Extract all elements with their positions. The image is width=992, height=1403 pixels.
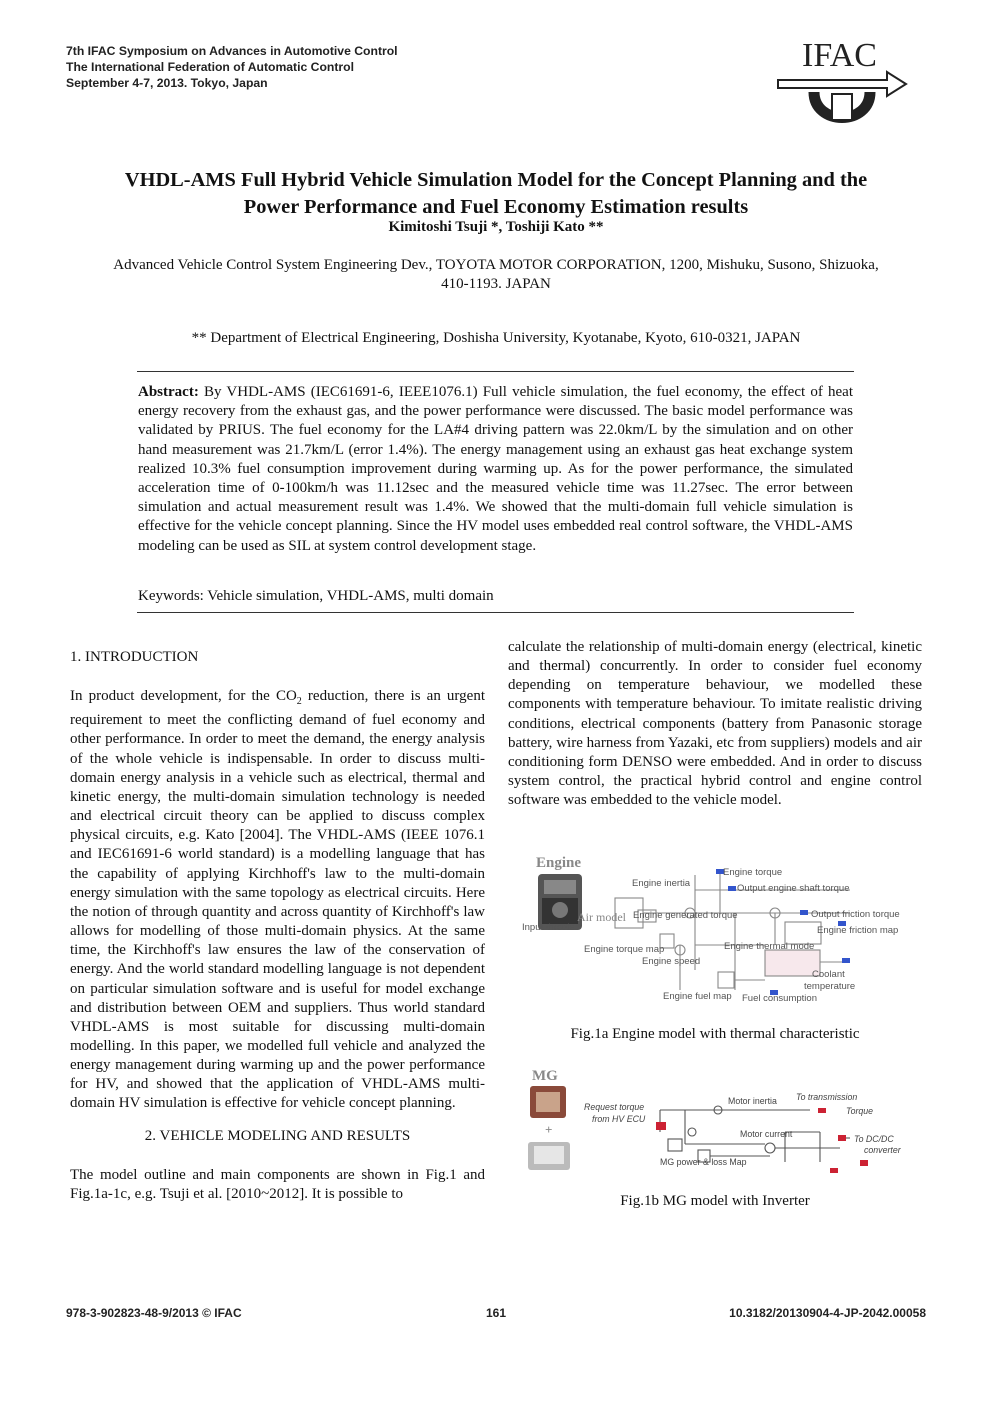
intro-text-a: In product development, for the CO xyxy=(70,688,297,705)
label-engine-thermal-mode: Engine thermal mode xyxy=(724,941,815,952)
intro-subscript: 2 xyxy=(296,696,302,708)
paper-title xyxy=(60,167,932,221)
label-engine-generated-torque: Engine generated torque xyxy=(633,910,738,921)
affiliation-1-line-1: Advanced Vehicle Control System Engineering Dev., TOYOTA MOTOR CORPORATION, 1200, Mishuku, Susono, Shizuoka, xyxy=(113,257,879,273)
title-line-2: Power Performance and Fuel Economy Estimation results xyxy=(243,196,749,218)
label-input-throttle: Input throttle xyxy=(522,922,575,933)
keywords: Keywords: Vehicle simulation, VHDL-AMS, multi domain xyxy=(138,588,494,604)
section-2-paragraph: The model outline and main components are shown in Fig.1 and Fig.1a-1c, e.g. Tsuji et al. [2010~2012]. It is possible to xyxy=(70,1166,485,1202)
ifac-logo-text: IFAC xyxy=(802,37,877,74)
label-converter: converter xyxy=(864,1145,901,1155)
abstract-bottom-rule xyxy=(137,612,854,613)
abstract xyxy=(138,383,853,556)
label-mg-power-loss-map: MG power & loss Map xyxy=(660,1157,747,1167)
inverter-photo xyxy=(528,1142,570,1170)
engine-title: Engine xyxy=(536,855,582,871)
ifac-logo xyxy=(772,36,912,128)
abstract-top-rule xyxy=(137,371,854,372)
figure-1a-engine-diagram xyxy=(520,850,920,1010)
label-engine-fuel-map: Engine fuel map xyxy=(663,991,732,1002)
label-engine-torque: Engine torque xyxy=(723,867,783,878)
left-column xyxy=(70,648,485,1204)
label-air-model: Air model xyxy=(577,910,626,924)
header-line-3: September 4-7, 2013. Tokyo, Japan xyxy=(66,76,268,90)
header-line-1: 7th IFAC Symposium on Advances in Automotive Control xyxy=(66,44,398,58)
conference-header xyxy=(66,43,398,91)
intro-text-b: reduction, there is an urgent requirement to meet the conflicting demand of fuel economy and other performance. In order to meet the demand, the energy analysis of the whole vehicle is indispensable. In order to discuss multi-domain energy analysis in a vehicle such as electrical, thermal and kinetic energy, the multi-domain simulation technology is needed and electrical circuit theory can be applied to discuss complex physical circuits, e.g. Kato [2004]. The VHDL-AMS (IEEE 1076.1 and IEC61691-6 world standard) is a modelling language that has the capability of applying Kirchhoff's law to the multi-domain energy simulation with the same topology as electrical circuits. Here the notion of through quantity and across quantity of Kirchhoff's law allows for modelling of those multi-domain physics. At the same time, the Kirchhoff's law ensures the law of the conservation of energy. And the world standard modelling language is not dependent on particular simulation software and is useful for model exchange and distribution between OEM and suppliers. Thus world standard VHDL-AMS is most suitable for discussing multi-domain modelling. In this paper, we modelled full vehicle and analyzed the energy management during warming up and the power performance for HV, and showed that the application of VHDL-AMS multi-domain HV simulation is effective for vehicle concept planning. xyxy=(70,688,485,1112)
footer-doi: 10.3182/20130904-4-JP-2042.00058 xyxy=(729,1306,926,1320)
footer-page-number: 161 xyxy=(485,1306,507,1320)
authors: Kimitoshi Tsuji *, Toshiji Kato ** xyxy=(388,219,604,235)
label-coolant-temperature: temperature xyxy=(804,981,856,992)
label-engine-speed: Engine speed xyxy=(642,956,701,967)
footer-isbn: 978-3-902823-48-9/2013 © IFAC xyxy=(66,1306,242,1320)
label-engine-friction-map: Engine friction map xyxy=(817,925,899,936)
right-column xyxy=(508,638,922,810)
figure-1b-mg-diagram xyxy=(520,1062,920,1177)
label-output-shaft-torque: Output engine shaft torque xyxy=(737,883,850,894)
abstract-text: By VHDL-AMS (IEC61691-6, IEEE1076.1) Full vehicle simulation, the fuel economy, the effect of heat energy recovery from the exhaust gas, and the power performance were discussed. The basic model performance was validated by PRIUS. The fuel economy for the LA#4 driving pattern was 22.0km/L by the simulation and on other hand measurement was 21.7km/L (error 1.4%). The energy management using an exhaust gas heat exchange system realized 10.3% fuel consumption improvement during warming up. As for the power performance, the simulated acceleration time of 0-100km/h was 11.12sec and the measured vehicle time was 11.27sec. The error between simulation and actual measurement result was 1.4%. We showed that the multi-domain full vehicle simulation is effective for the vehicle concept planning. Since the HV model uses embedded real control software, the VHDL-AMS modeling can be used as SIL at system control development stage. xyxy=(138,384,854,554)
figure-1a-caption: Fig.1a Engine model with thermal characteristic xyxy=(570,1026,860,1042)
label-output-friction-torque: Output friction torque xyxy=(811,909,900,920)
title-line-1: VHDL-AMS Full Hybrid Vehicle Simulation Model for the Concept Planning and the xyxy=(124,169,868,191)
right-column-paragraph: calculate the relationship of multi-domain energy (electrical, kinetic and thermal) concurrently. In order to consider fuel economy depending on temperature behaviour, we modelled these components with temperature behaviour. To imitate realistic driving conditions, electrical components (battery from Panasonic storage battery, wire harness from Yazaki, etc from suppliers) models and air conditioning form DENSO were embedded. And in order to discuss system control, the practical hybrid control and engine control software was embedded to the vehicle model. xyxy=(508,639,922,809)
label-to-dcdc: To DC/DC xyxy=(854,1134,894,1144)
label-request-torque: Request torque xyxy=(584,1102,645,1112)
mg-photo xyxy=(530,1086,566,1118)
label-torque: Torque xyxy=(846,1106,874,1116)
abstract-label: Abstract: xyxy=(138,384,199,400)
affiliation-1-line-2: 410-1193. JAPAN xyxy=(441,276,551,292)
label-from-hv-ecu: from HV ECU xyxy=(592,1114,646,1124)
label-motor-inertia: Motor inertia xyxy=(728,1096,777,1106)
label-fuel-consumption: Fuel consumption xyxy=(742,993,817,1004)
plus-sign: + xyxy=(545,1122,553,1137)
figure-1b-caption: Fig.1b MG model with Inverter xyxy=(620,1193,810,1209)
affiliation-2: ** Department of Electrical Engineering, Doshisha University, Kyotanabe, Kyoto, 610-0321, JAPAN xyxy=(191,330,801,346)
label-engine-torque-map: Engine torque map xyxy=(584,944,665,955)
section-2-heading: 2. VEHICLE MODELING AND RESULTS xyxy=(144,1127,411,1144)
label-coolant: Coolant xyxy=(812,969,845,980)
label-to-transmission: To transmission xyxy=(796,1092,858,1102)
section-1-heading: 1. INTRODUCTION xyxy=(70,649,199,665)
intro-paragraph xyxy=(70,687,485,1113)
label-motor-current: Motor current xyxy=(740,1129,793,1139)
label-engine-inertia: Engine inertia xyxy=(632,878,691,889)
mg-title: MG xyxy=(532,1068,558,1084)
header-line-2: The International Federation of Automatic Control xyxy=(66,60,354,74)
affiliation-1 xyxy=(64,256,928,294)
